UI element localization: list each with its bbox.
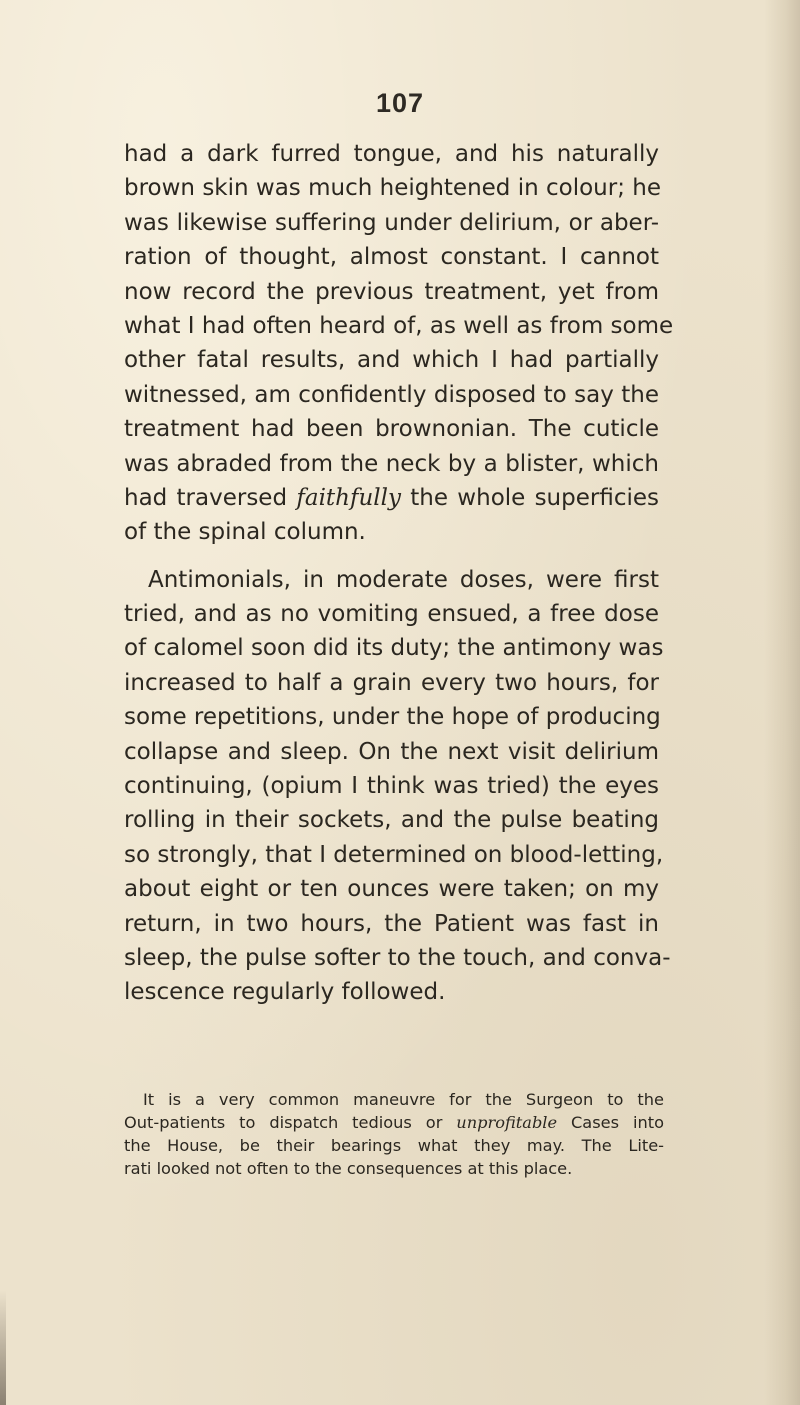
text-line: other fatal results, and which I had partially [124,347,659,374]
text-line: rolling in their sockets, and the pulse beating [124,807,659,834]
footnote-line: the House, be their bearings what they may. The Lite- [124,1136,664,1155]
page-edge-shadow-left [0,1290,6,1405]
text-line: now record the previous treatment, yet from [124,278,659,305]
emphasized-word: faithfully [296,484,402,511]
text-line: treatment had been brownonian. The cuticle [124,416,659,443]
text-line: about eight or ten ounces were taken; on my [124,876,659,903]
body-text [124,137,674,1010]
text-line: of calomel soon did its duty; the antimony was [124,635,664,662]
text-line: lescence regularly followed. [124,979,446,1006]
text-line [124,481,659,515]
text-line: sleep, the pulse softer to the touch, and conva- [124,944,671,971]
footnote-line: rati looked not often to the consequences at this place. [124,1159,573,1178]
text-segment: the whole superficies [401,484,659,511]
emphasized-word: unprofitable [456,1113,558,1132]
text-line: was abraded from the neck by a blister, which [124,450,659,477]
text-line: what I had often heard of, as well as from some [124,312,674,339]
text-line: of the spinal column. [124,519,366,546]
paragraph-2 [124,563,671,1010]
page-number: 107 [375,88,425,118]
paragraph-1 [124,137,674,550]
text-line: Antimonials, in moderate doses, were first [148,566,659,593]
text-line: return, in two hours, the Patient was fast in [124,910,659,937]
text-segment: had traversed [124,484,297,511]
text-line: tried, and as no vomiting ensued, a free dose [124,601,659,628]
text-line: witnessed, am confidently disposed to say the [124,381,659,408]
footnote [124,1088,664,1180]
text-segment: Out-patients to dispatch tedious or [124,1113,443,1132]
text-line: continuing, (opium I think was tried) the eyes [124,773,659,800]
page-edge-shadow [764,0,800,1405]
paragraph-spacer [124,550,659,563]
footnote-line: It is a very common maneuvre for the Surgeon to the [143,1090,664,1109]
text-line: so strongly, that I determined on blood-letting, [124,841,664,868]
text-line: had a dark furred tongue, and his naturally [124,141,659,167]
text-line: brown skin was much heightened in colour; he [124,175,661,202]
text-line: ration of thought, almost constant. I cannot [124,244,659,271]
text-line: collapse and sleep. On the next visit delirium [124,738,659,765]
text-segment: Cases into [557,1113,664,1132]
text-line: increased to half a grain every two hours, for [124,669,659,696]
text-line: some repetitions, under the hope of producing [124,704,661,731]
footnote-line [124,1111,664,1134]
text-line: was likewise suffering under delirium, or aber- [124,209,659,236]
